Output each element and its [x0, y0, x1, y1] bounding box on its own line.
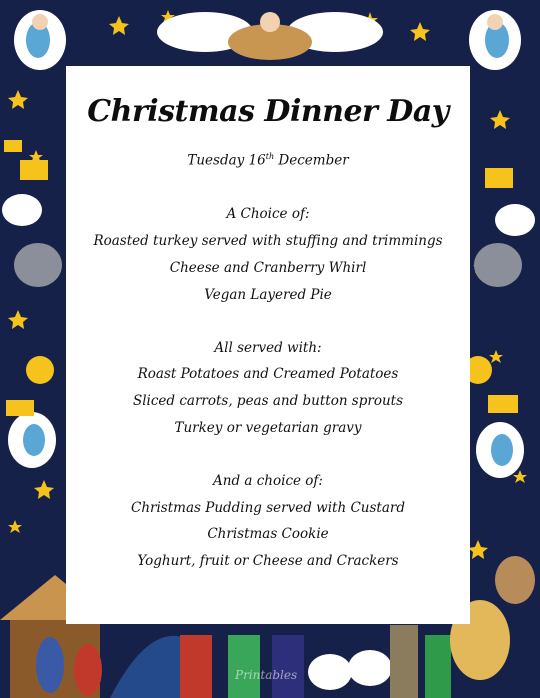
menu-item: Roasted turkey served with stuffing and trimmings	[93, 233, 443, 249]
watermark: Printables	[235, 668, 298, 682]
menu-panel	[66, 66, 470, 624]
menu-item: Sliced carrots, peas and button sprouts	[132, 393, 404, 409]
menu-item: Roast Potatoes and Creamed Potatoes	[137, 366, 399, 382]
menu-item: Christmas Cookie	[207, 526, 329, 542]
menu-item: Vegan Layered Pie	[204, 287, 332, 303]
section-heading-desserts: And a choice of:	[213, 473, 323, 489]
page-title: Christmas Dinner Day	[87, 94, 449, 129]
menu-date	[66, 152, 470, 169]
date-month: December	[274, 152, 349, 169]
section-heading-mains: A Choice of:	[226, 206, 310, 222]
menu-item: Cheese and Cranberry Whirl	[169, 260, 367, 276]
menu-item: Turkey or vegetarian gravy	[174, 420, 362, 436]
date-suffix-ordinal: th	[265, 152, 275, 161]
menu-item: Yoghurt, fruit or Cheese and Crackers	[137, 553, 399, 569]
date-prefix: Tuesday 16	[187, 152, 266, 169]
menu-item: Christmas Pudding served with Custard	[131, 500, 405, 516]
section-heading-sides: All served with:	[214, 340, 322, 356]
